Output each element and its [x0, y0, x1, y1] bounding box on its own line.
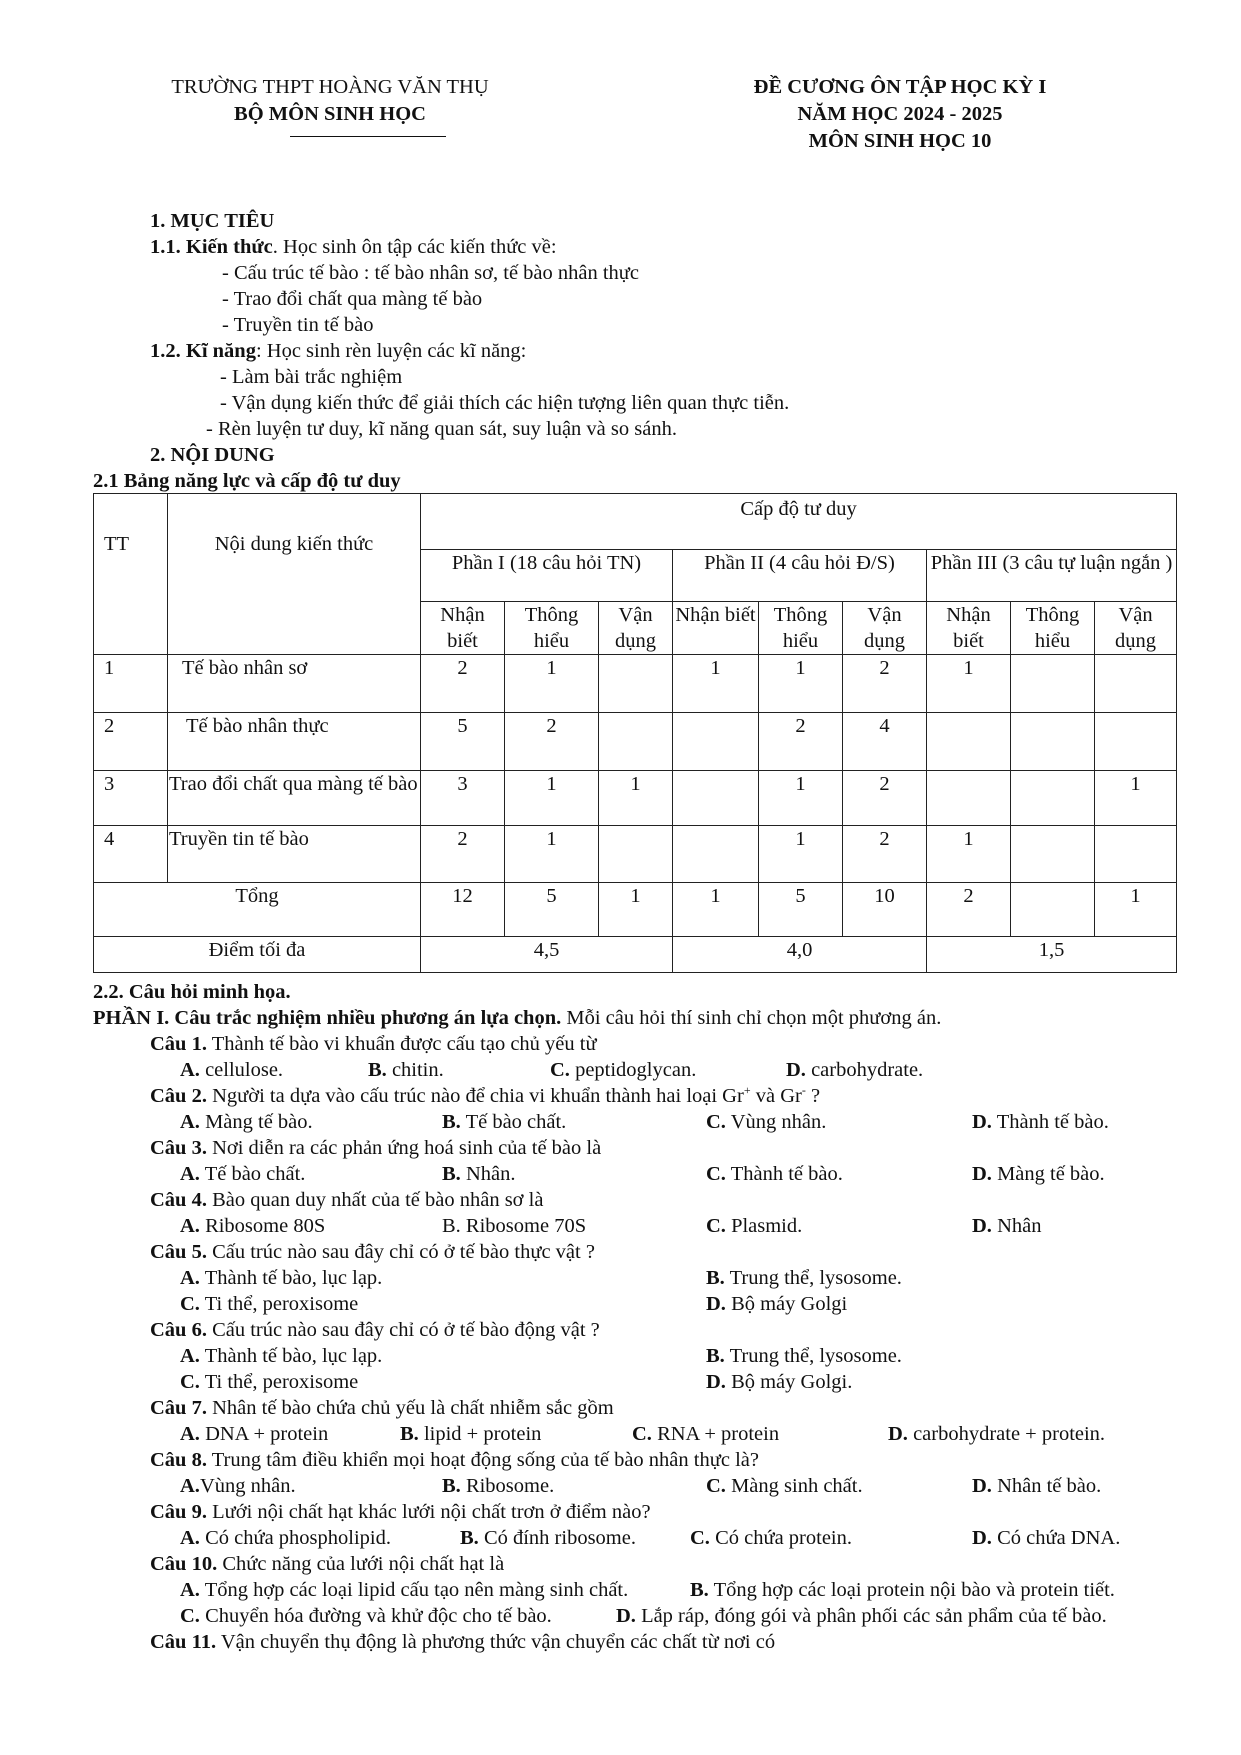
skills-label: 1.2. Kĩ năng — [150, 340, 256, 362]
answer-option: C. Màng sinh chất. — [706, 1475, 863, 1497]
row-tt: 2 — [94, 713, 168, 771]
answer-option: B. Nhân. — [442, 1163, 516, 1185]
knowledge-item: - Trao đổi chất qua màng tế bào — [222, 288, 483, 310]
question-text: Vận chuyển thụ động là phương thức vận chuyển các chất từ nơi có — [216, 1631, 776, 1653]
answer-option: C. peptidoglycan. — [550, 1059, 697, 1081]
table-row — [94, 713, 1177, 771]
cell — [1011, 826, 1095, 883]
cell — [1095, 826, 1177, 883]
knowledge-label: 1.1. Kiến thức — [150, 236, 273, 258]
question-stem — [150, 1447, 759, 1473]
answer-option: D. Màng tế bào. — [972, 1163, 1105, 1185]
total-label: Tổng — [94, 883, 421, 937]
question-stem: Câu 2. Người ta dựa vào cấu trúc nào để chia vi khuẩn thành hai loại Gr+ và Gr- ? — [150, 1083, 821, 1107]
subject-title: MÔN SINH HỌC 10 — [808, 130, 992, 152]
answer-option: D. Nhân — [972, 1215, 1042, 1237]
question-stem — [150, 1187, 543, 1213]
cell: 1 — [759, 655, 843, 713]
cell: 4 — [843, 713, 927, 771]
row-tt: 3 — [94, 771, 168, 826]
knowledge-line — [150, 234, 557, 260]
question-stem — [150, 1031, 597, 1057]
question-number: Câu 10. — [150, 1553, 218, 1575]
row-tt: 4 — [94, 826, 168, 883]
question-text: Nhân tế bào chứa chủ yếu là chất nhiễm sắc gồm — [206, 1397, 614, 1419]
answer-option: D. Lắp ráp, đóng gói và phân phối các sản phẩm của tế bào. — [616, 1605, 1107, 1627]
row-content: Truyền tin tế bào — [168, 826, 421, 883]
cell: 2 — [843, 826, 927, 883]
cell: 1 — [927, 826, 1011, 883]
skills-line — [150, 338, 526, 364]
answer-option: A. Tổng hợp các loại lipid cấu tạo nên màng sinh chất. — [180, 1579, 629, 1601]
answer-option: C. Ti thể, peroxisome — [180, 1293, 359, 1315]
cell: 1 — [927, 655, 1011, 713]
col-content-header: Nội dung kiến thức — [168, 494, 421, 655]
competency-table — [93, 493, 1177, 973]
level-header: Thông hiểu — [1011, 602, 1095, 655]
question-number: Câu 4. — [150, 1189, 207, 1211]
level-header: Vận dụng — [1095, 602, 1177, 655]
cell — [1011, 883, 1095, 937]
max-score-part-3: 1,5 — [927, 937, 1177, 973]
skills-item: - Rèn luyện tư duy, kĩ năng quan sát, suy luận và so sánh. — [206, 418, 677, 440]
answer-option: B. Trung thể, lysosome. — [706, 1267, 902, 1289]
cell: 2 — [421, 655, 505, 713]
header-divider — [290, 136, 446, 137]
question-stem — [150, 1551, 504, 1577]
answer-option: A. Tế bào chất. — [180, 1163, 306, 1185]
max-score-part-1: 4,5 — [421, 937, 673, 973]
cell: 1 — [505, 655, 599, 713]
table-title: 2.1 Bảng năng lực và cấp độ tư duy — [93, 470, 401, 492]
answer-option: D. Có chứa DNA. — [972, 1527, 1121, 1549]
part-1-header: Phần I (18 câu hỏi TN) — [421, 550, 673, 602]
answer-option: B. lipid + protein — [400, 1423, 542, 1445]
answer-option: B. Tổng hợp các loại protein nội bào và protein tiết. — [690, 1579, 1115, 1601]
answer-option: C. Ti thể, peroxisome — [180, 1371, 359, 1393]
answer-option: A. Thành tế bào, lục lạp. — [180, 1345, 383, 1367]
department-name: BỘ MÔN SINH HỌC — [234, 103, 426, 125]
cell: 1 — [599, 771, 673, 826]
max-score-label: Điểm tối đa — [94, 937, 421, 973]
document-title: ĐỀ CƯƠNG ÔN TẬP HỌC KỲ I — [753, 76, 1047, 98]
question-stem — [150, 1317, 600, 1343]
cell — [1011, 771, 1095, 826]
cell: 1 — [759, 826, 843, 883]
question-stem — [150, 1499, 651, 1525]
cell: 2 — [927, 883, 1011, 937]
question-text: Lưới nội chất hạt khác lưới nội chất trơn ở điểm nào? — [206, 1501, 651, 1523]
row-content: Trao đổi chất qua màng tế bào — [168, 771, 421, 826]
answer-option: A. cellulose. — [180, 1059, 284, 1081]
cell: 1 — [599, 883, 673, 937]
answer-option: C. Vùng nhân. — [706, 1111, 827, 1133]
cell: 10 — [843, 883, 927, 937]
answer-option: A.Vùng nhân. — [180, 1475, 296, 1497]
table-row — [94, 655, 1177, 713]
question-text: Thành tế bào vi khuẩn được cấu tạo chủ yếu từ — [206, 1033, 597, 1055]
question-text: Cấu trúc nào sau đây chỉ có ở tế bào động vật ? — [206, 1319, 600, 1341]
school-name: TRƯỜNG THPT HOÀNG VĂN THỤ — [171, 76, 489, 98]
cell — [927, 771, 1011, 826]
cell: 3 — [421, 771, 505, 826]
col-levels-header: Cấp độ tư duy — [421, 494, 1177, 550]
cell — [673, 826, 759, 883]
answer-option: D. Bộ máy Golgi. — [706, 1371, 853, 1393]
question-number: Câu 1. — [150, 1033, 207, 1055]
answer-option: C. Plasmid. — [706, 1215, 803, 1237]
row-content: Tế bào nhân sơ — [168, 655, 421, 713]
answer-option: D. Bộ máy Golgi — [706, 1293, 848, 1315]
row-content: Tế bào nhân thực — [168, 713, 421, 771]
examples-title: 2.2. Câu hỏi minh họa. — [93, 981, 291, 1003]
cell: 1 — [673, 883, 759, 937]
cell: 5 — [505, 883, 599, 937]
part-1-label: PHẦN I. Câu trắc nghiệm nhiều phương án lựa chọn. — [93, 1007, 562, 1029]
cell: 1 — [759, 771, 843, 826]
cell: 2 — [843, 771, 927, 826]
part-2-header: Phần II (4 câu hỏi Đ/S) — [673, 550, 927, 602]
table-row — [94, 771, 1177, 826]
max-score-part-2: 4,0 — [673, 937, 927, 973]
question-text: Bào quan duy nhất của tế bào nhân sơ là — [206, 1189, 544, 1211]
header-left — [160, 74, 500, 128]
part-3-header: Phần III (3 câu tự luận ngắn ) — [927, 550, 1177, 602]
cell — [1011, 655, 1095, 713]
knowledge-item: - Truyền tin tế bào — [222, 314, 374, 336]
cell: 2 — [759, 713, 843, 771]
col-tt-header: TT — [94, 494, 168, 655]
cell: 2 — [505, 713, 599, 771]
cell: 1 — [673, 655, 759, 713]
cell — [673, 771, 759, 826]
question-text: Trung tâm điều khiển mọi hoạt động sống của tế bào nhân thực là? — [206, 1449, 759, 1471]
question-stem — [150, 1629, 775, 1655]
answer-option: B. Có đính ribosome. — [460, 1527, 636, 1549]
skills-intro: : Học sinh rèn luyện các kĩ năng: — [255, 340, 527, 362]
question-number: Câu 7. — [150, 1397, 207, 1419]
cell — [599, 826, 673, 883]
answer-option: B. Ribosome 70S — [442, 1215, 587, 1237]
answer-option: A. Có chứa phospholipid. — [180, 1527, 391, 1549]
max-score-row — [94, 937, 1177, 973]
cell — [673, 713, 759, 771]
cell: 5 — [421, 713, 505, 771]
part-1-intro: Mỗi câu hỏi thí sinh chỉ chọn một phương án. — [561, 1007, 942, 1029]
cell: 5 — [759, 883, 843, 937]
question-text: Nơi diễn ra các phản ứng hoá sinh của tế bào là — [206, 1137, 602, 1159]
part-1-heading — [93, 1005, 941, 1031]
cell — [927, 713, 1011, 771]
question-number: Câu 2. — [150, 1085, 207, 1107]
level-header: Nhận biết — [927, 602, 1011, 655]
answer-option: B. Tế bào chất. — [442, 1111, 567, 1133]
cell: 12 — [421, 883, 505, 937]
question-stem — [150, 1135, 601, 1161]
school-year: NĂM HỌC 2024 - 2025 — [797, 103, 1003, 125]
question-number: Câu 9. — [150, 1501, 207, 1523]
total-row — [94, 883, 1177, 937]
answer-option: C. RNA + protein — [632, 1423, 780, 1445]
question-number: Câu 11. — [150, 1631, 217, 1653]
answer-option: D. Nhân tế bào. — [972, 1475, 1102, 1497]
row-tt: 1 — [94, 655, 168, 713]
question-number: Câu 5. — [150, 1241, 207, 1263]
cell — [1095, 655, 1177, 713]
answer-option: B. Trung thể, lysosome. — [706, 1345, 902, 1367]
cell: 1 — [505, 826, 599, 883]
cell — [599, 655, 673, 713]
cell: 1 — [1095, 771, 1177, 826]
answer-option: C. Chuyển hóa đường và khử độc cho tế bào. — [180, 1605, 552, 1627]
cell — [1095, 713, 1177, 771]
level-header: Thông hiểu — [505, 602, 599, 655]
question-stem — [150, 1239, 595, 1265]
level-header: Thông hiểu — [759, 602, 843, 655]
cell: 2 — [421, 826, 505, 883]
question-number: Câu 6. — [150, 1319, 207, 1341]
question-text: Chức năng của lưới nội chất hạt là — [217, 1553, 505, 1575]
knowledge-intro: . Học sinh ôn tập các kiến thức về: — [272, 236, 557, 258]
cell: 1 — [505, 771, 599, 826]
level-header: Nhận biết — [673, 602, 759, 655]
answer-option: B. chitin. — [368, 1059, 444, 1081]
knowledge-item: - Cấu trúc tế bào : tế bào nhân sơ, tế bào nhân thực — [222, 262, 640, 284]
answer-option: A. Ribosome 80S — [180, 1215, 326, 1237]
level-header: Vận dụng — [843, 602, 927, 655]
question-number: Câu 3. — [150, 1137, 207, 1159]
answer-option: A. Màng tế bào. — [180, 1111, 313, 1133]
header-right — [720, 74, 1080, 155]
question-number: Câu 8. — [150, 1449, 207, 1471]
answer-option: D. carbohydrate. — [786, 1059, 924, 1081]
level-header: Vận dụng — [599, 602, 673, 655]
section-2-title: 2. NỘI DUNG — [150, 444, 275, 466]
skills-item: - Làm bài trắc nghiệm — [220, 366, 403, 388]
question-stem — [150, 1395, 614, 1421]
level-header: Nhận biết — [421, 602, 505, 655]
answer-option: D. Thành tế bào. — [972, 1111, 1109, 1133]
answer-option: B. Ribosome. — [442, 1475, 555, 1497]
answer-option: D. carbohydrate + protein. — [888, 1423, 1106, 1445]
question-text: Cấu trúc nào sau đây chỉ có ở tế bào thực vật ? — [206, 1241, 595, 1263]
cell: 1 — [1095, 883, 1177, 937]
cell: 2 — [843, 655, 927, 713]
section-1-title: 1. MỤC TIÊU — [150, 210, 275, 232]
question-text: Người ta dựa vào cấu trúc nào để chia vi khuẩn thành hai loại Gr — [206, 1085, 744, 1107]
answer-option: A. Thành tế bào, lục lạp. — [180, 1267, 383, 1289]
answer-option: C. Thành tế bào. — [706, 1163, 843, 1185]
answer-option: A. DNA + protein — [180, 1423, 329, 1445]
answer-option: C. Có chứa protein. — [690, 1527, 852, 1549]
table-row — [94, 826, 1177, 883]
cell — [599, 713, 673, 771]
skills-item: - Vận dụng kiến thức để giải thích các hiện tượng liên quan thực tiễn. — [220, 392, 790, 414]
cell — [1011, 713, 1095, 771]
